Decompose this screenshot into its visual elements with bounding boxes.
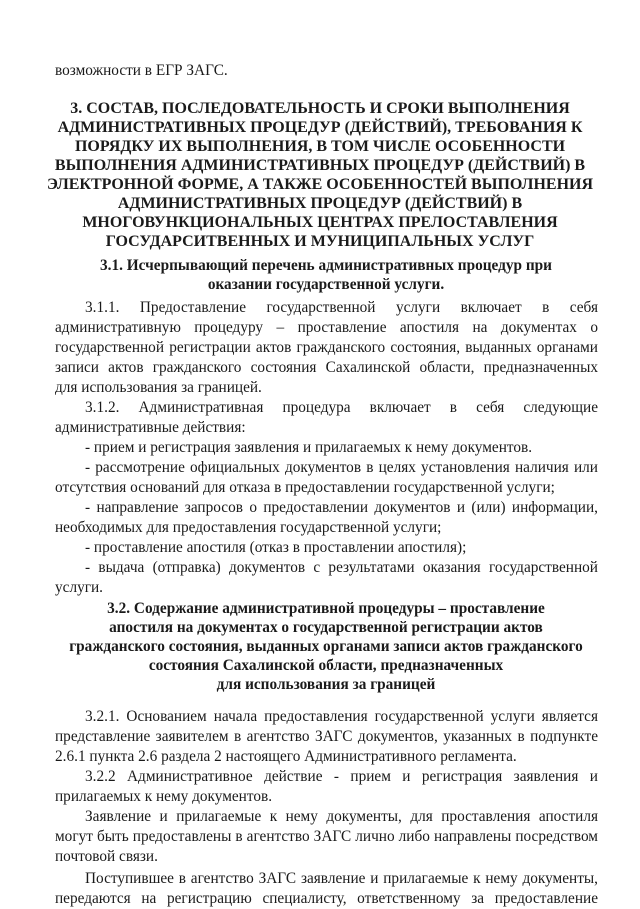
section-heading-line: МНОГОВУНКЦИОНАЛЬНЫХ ЦЕНТРАХ ПРЕЛОСТАВЛЕНИЯ	[82, 214, 558, 231]
section-heading-line: 3. СОСТАВ, ПОСЛЕДОВАТЕЛЬНОСТЬ И СРОКИ ВЫПОЛНЕНИЯ	[70, 100, 570, 117]
section-heading-line: ГОСУДАРСИТВЕННЫХ И МУНИЦИПАЛЬНЫХ УСЛУГ	[105, 233, 535, 250]
list-item: - рассмотрение официальных документов в целях установления наличия или	[85, 459, 598, 476]
list-item-continuation: услуги.	[55, 579, 104, 596]
paragraph-line: административную процедуру – проставление апостиля на документах о	[55, 319, 598, 336]
paragraph-line: могут быть предоставлены в агентство ЗАГС лично либо направлены посредством	[55, 828, 598, 845]
paragraph-line: прилагаемых к нему документов.	[55, 788, 273, 805]
subsection-heading-line: апостиля на документах о государственной регистрации актов	[109, 619, 543, 636]
list-item-continuation: необходимых для предоставления государственной услуги;	[55, 519, 442, 536]
section-heading-line: АДМИНИСТРАТИВНЫХ ПРОЦЕДУР (ДЕЙСТВИЙ) В	[117, 195, 523, 212]
section-heading-line: ЭЛЕКТРОННОЙ ФОРМЕ, А ТАКЖЕ ОСОБЕННОСТЕЙ ВЫПОЛНЕНИЯ	[46, 176, 594, 193]
section-heading-line: ПОРЯДКУ ИХ ВЫПОЛНЕНИЯ, В ТОМ ЧИСЛЕ ОСОБЕННОСТИ	[74, 138, 566, 155]
subsection-heading-line: 3.1. Исчерпывающий перечень административных процедур при	[100, 257, 552, 274]
list-item-continuation: отсутствия оснований для отказа в предоставлении государственной услуги;	[55, 479, 555, 496]
paragraph-line: 2.6.1 пункта 2.6 раздела 2 настоящего Административного регламента.	[55, 748, 517, 765]
subsection-heading-line: оказании государственной услуги.	[207, 276, 445, 293]
paragraph-line: 3.2.2 Административное действие - прием и регистрация заявления и	[85, 768, 598, 785]
subsection-heading-line: состояния Сахалинской области, предназначенных	[148, 657, 504, 674]
section-heading-line: ВЫПОЛНЕНИЯ АДМИНИСТРАТИВНЫХ ПРОЦЕДУР (ДЕЙСТВИЙ) В	[54, 157, 586, 174]
list-item: - проставление апостиля (отказ в проставлении апостиля);	[85, 539, 467, 556]
top-fragment: возможности в ЕГР ЗАГС.	[55, 62, 228, 79]
list-item: - прием и регистрация заявления и прилагаемых к нему документов.	[85, 439, 533, 456]
paragraph-line: 3.1.2. Административная процедура включает в себя следующие	[85, 399, 598, 416]
subsection-heading-line: для использования за границей	[216, 676, 436, 693]
list-item: - направление запросов о предоставлении документов и (или) информации,	[85, 499, 598, 516]
subsection-heading-line: 3.2. Содержание административной процедуры – проставление	[107, 600, 545, 617]
paragraph-line: почтовой связи.	[55, 848, 158, 865]
paragraph-line: Поступившее в агентство ЗАГС заявление и прилагаемые к нему документы,	[85, 870, 598, 887]
paragraph-line: 3.1.1. Предоставление государственной услуги включает в себя	[85, 299, 598, 316]
paragraph-line: передаются на регистрацию специалисту, ответственному за предоставление	[55, 890, 598, 907]
paragraph-line: для использования за границей.	[55, 379, 262, 396]
section-heading-line: АДМИНИСТРАТИВНЫХ ПРОЦЕДУР (ДЕЙСТВИЙ), ТРЕБОВАНИЯ К	[57, 119, 583, 136]
paragraph-line: представление заявителем в агентство ЗАГС документов, указанных в подпункте	[55, 728, 598, 745]
list-item: - выдача (отправка) документов с результатами оказания государственной	[85, 559, 598, 576]
subsection-heading-line: гражданского состояния, выданных органами записи актов гражданского	[69, 638, 583, 655]
paragraph-line: записи актов гражданского состояния Сахалинской области, предназначенных	[55, 359, 598, 376]
paragraph-line: Заявление и прилагаемые к нему документы, для проставления апостиля	[85, 808, 598, 825]
paragraph-line: государственной регистрации актов гражданского состояния, выданных органами	[55, 339, 598, 356]
paragraph-line: 3.2.1. Основанием начала предоставления государственной услуги является	[85, 708, 598, 725]
paragraph-line: административные действия:	[55, 419, 246, 436]
